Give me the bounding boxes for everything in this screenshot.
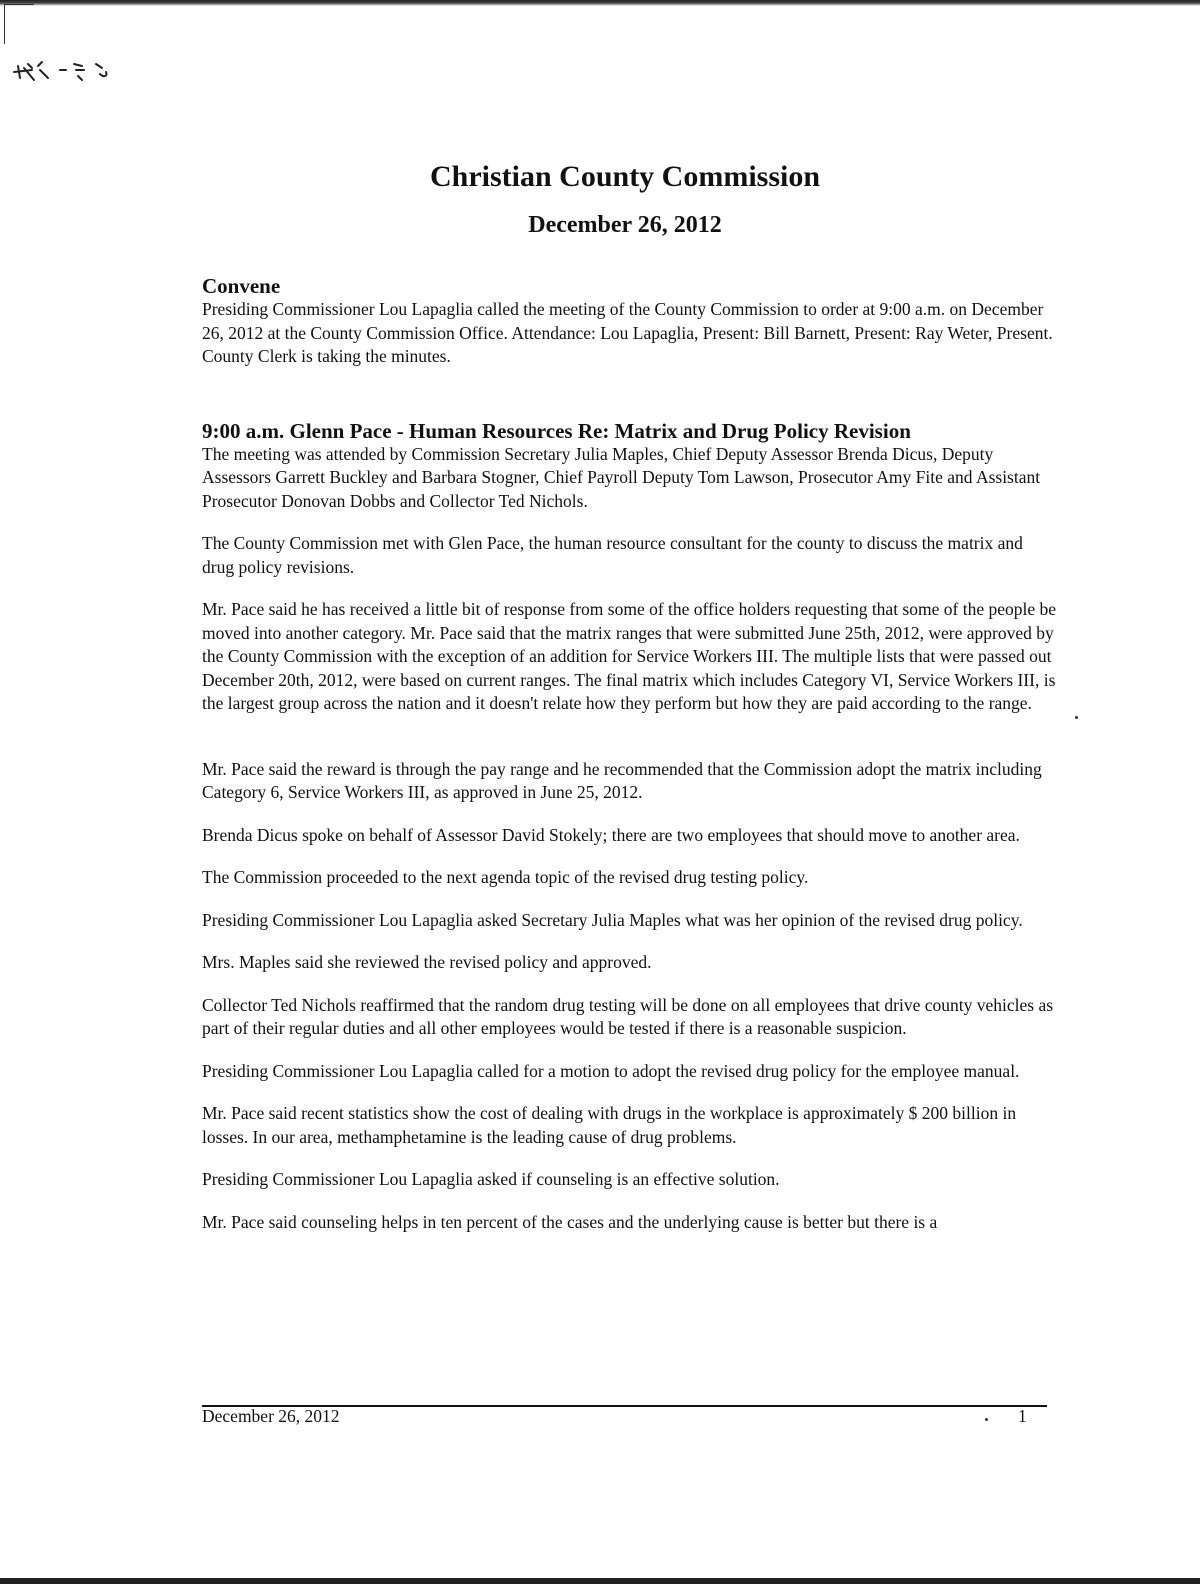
paragraph-statistics: Mr. Pace said recent statistics show the cost of dealing with drugs in the workplace is approximately $ 200 billion in losses. In our area, methamphetamine is the leading cause of drug problems. xyxy=(202,1103,1017,1147)
paragraph-counseling-question: Presiding Commissioner Lou Lapaglia asked if counseling is an effective solution. xyxy=(202,1169,780,1189)
paragraph-motion: Presiding Commissioner Lou Lapaglia called for a motion to adopt the revised drug policy for the employee manual. xyxy=(202,1060,1020,1081)
section-heading-agenda-item: 9:00 a.m. Glenn Pace - Human Resources Re: Matrix and Drug Policy Revision xyxy=(202,418,911,443)
document-date: December 26, 2012 xyxy=(528,212,722,238)
paragraph-attendees: The meeting was attended by Commission Secretary Julia Maples, Chief Deputy Assessor Brenda Dicus, Deputy Assessors Garrett Buckley and Barbara Stogner, Chief Payroll Deputy Tom Lawson, Prosecutor Amy Fite and Assistant Prosecutor Donovan Dobbs and Collector Ted Nichols. xyxy=(202,443,1041,511)
document-body xyxy=(202,274,1057,1234)
section-heading-convene: Convene xyxy=(202,274,281,298)
document-title: Christian County Commission xyxy=(429,160,821,193)
stray-mark xyxy=(985,1418,988,1421)
paragraph-opinion-request: Presiding Commissioner Lou Lapaglia asked Secretary Julia Maples what was her opinion of the revised drug policy. xyxy=(202,909,1023,930)
paragraph-random-testing: Collector Ted Nichols reaffirmed that the random drug testing will be done on all employees that drive county vehicles as part of their regular duties and all other employees would be tested if there is a reasonable suspicion. xyxy=(202,994,1054,1038)
paragraph-purpose: The County Commission met with Glen Pace, the human resource consultant for the county to discuss the matrix and drug policy revisions. xyxy=(202,533,1023,577)
footer-date: December 26, 2012 xyxy=(202,1406,340,1426)
paragraph-next-topic: The Commission proceeded to the next agenda topic of the revised drug testing policy. xyxy=(202,867,809,887)
paragraph-matrix: Mr. Pace said he has received a little bit of response from some of the office holders requesting that some of the people be moved into another category. Mr. Pace said that the matrix ranges that were submitted June 25th, 2012, were approved by the County Commission with the exception of an addition for Service Workers III. The multiple lists that were passed out December 20th, 2012, were based on current ranges. The final matrix which includes Category VI, Service Workers III, is the largest group across the nation and it doesn't relate how they perform but how they are paid according to the range. xyxy=(202,599,1056,713)
paragraph-counseling-answer: Mr. Pace said counseling helps in ten percent of the cases and the underlying cause is better but there is a xyxy=(202,1211,938,1232)
paragraph-maples-approval: Mrs. Maples said she reviewed the revised policy and approved. xyxy=(202,952,652,972)
paragraph-assessor: Brenda Dicus spoke on behalf of Assessor David Stokely; there are two employees that should move to another area. xyxy=(202,824,1020,845)
stray-mark xyxy=(1075,716,1078,719)
page-number: 1 xyxy=(1018,1406,1027,1426)
convene-paragraph: Presiding Commissioner Lou Lapaglia called the meeting of the County Commission to order at 9:00 a.m. on December 26, 2012 at the County Commission Office. Attendance: Lou Lapaglia, Present: Bill Barnett, Present: Ray Weter, Present. County Clerk is taking the minutes. xyxy=(202,299,1053,366)
paragraph-recommendation: Mr. Pace said the reward is through the pay range and he recommended that the Commission adopt the matrix including Category 6, Service Workers III, as approved in June 25, 2012. xyxy=(202,758,1042,802)
